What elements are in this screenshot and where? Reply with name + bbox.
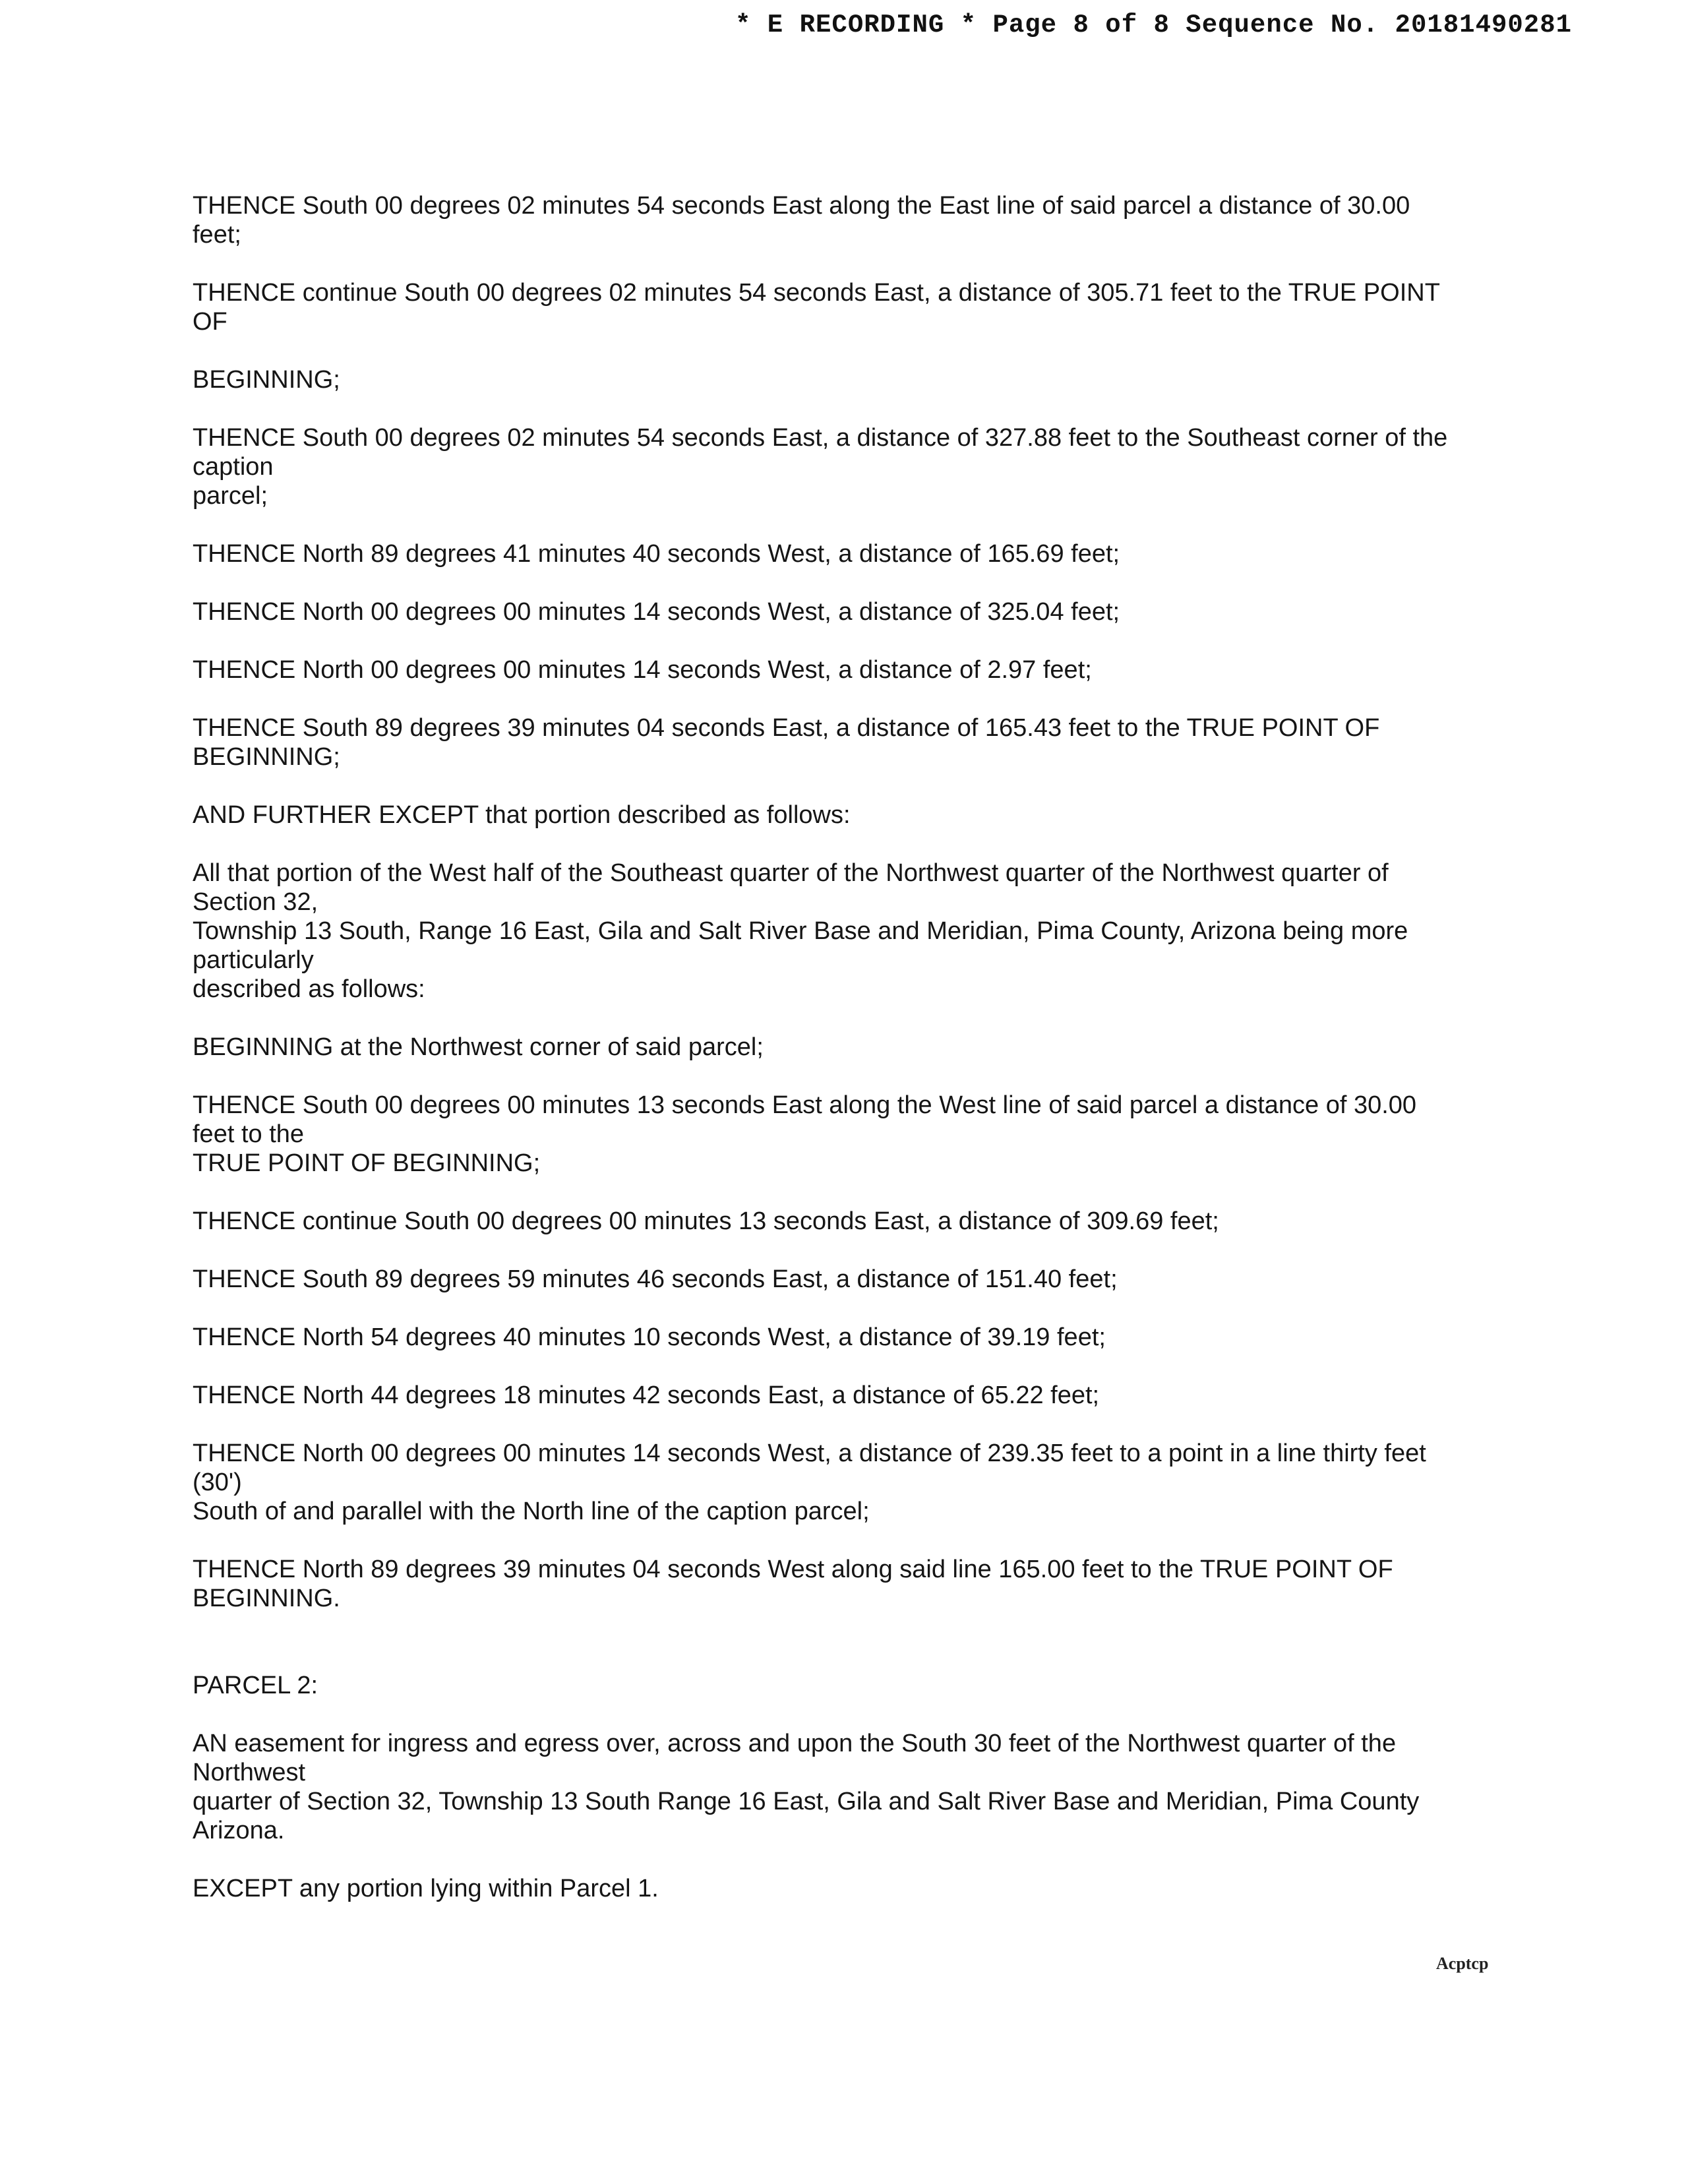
paragraph-line: quarter of Section 32, Township 13 South Range 16 East, Gila and Salt River Base and Meridian, Pima County xyxy=(193,1788,1420,1815)
paragraph-line: Northwest xyxy=(193,1759,306,1786)
paragraph-line: BEGINNING at the Northwest corner of said parcel; xyxy=(193,1033,764,1061)
paragraph xyxy=(193,655,1511,684)
paragraph xyxy=(193,1091,1511,1178)
parcel-1-description xyxy=(193,191,1511,1613)
paragraph xyxy=(193,1207,1511,1236)
paragraph-line: THENCE South 00 degrees 02 minutes 54 seconds East along the East line of said parcel a distance of 30.00 xyxy=(193,192,1410,220)
paragraph-line: EXCEPT any portion lying within Parcel 1. xyxy=(193,1875,659,1902)
paragraph-line: Township 13 South, Range 16 East, Gila and Salt River Base and Meridian, Pima County, Arizona being more xyxy=(193,917,1408,945)
recording-header: * E RECORDING * Page 8 of 8 Sequence No. 20181490281 xyxy=(735,11,1572,40)
paragraph-line: TRUE POINT OF BEGINNING; xyxy=(193,1149,541,1177)
paragraph xyxy=(193,1439,1511,1526)
paragraph xyxy=(193,713,1511,772)
paragraph-line: BEGINNING; xyxy=(193,366,340,394)
parcel-2-heading xyxy=(193,1671,1511,1700)
paragraph xyxy=(193,1323,1511,1352)
paragraph-line: BEGINNING. xyxy=(193,1585,340,1612)
paragraph-line: THENCE North 54 degrees 40 minutes 10 seconds West, a distance of 39.19 feet; xyxy=(193,1323,1106,1351)
parcel-2-description xyxy=(193,1729,1511,1903)
paragraph-line: THENCE North 44 degrees 18 minutes 42 seconds East, a distance of 65.22 feet; xyxy=(193,1381,1100,1409)
paragraph-line: feet to the xyxy=(193,1120,305,1148)
paragraph-line: THENCE continue South 00 degrees 02 minutes 54 seconds East, a distance of 305.71 feet to the TRUE POINT xyxy=(193,279,1440,307)
paragraph xyxy=(193,801,1511,830)
paragraph-line: (30') xyxy=(193,1469,242,1496)
paragraph-line: THENCE North 00 degrees 00 minutes 14 seconds West, a distance of 2.97 feet; xyxy=(193,656,1092,684)
paragraph-line: parcel; xyxy=(193,482,268,510)
paragraph-line: Arizona. xyxy=(193,1817,285,1844)
paragraph-line: THENCE South 89 degrees 39 minutes 04 seconds East, a distance of 165.43 feet to the TRUE POINT OF xyxy=(193,714,1380,742)
legal-description xyxy=(193,191,1511,1932)
paragraph xyxy=(193,597,1511,626)
paragraph xyxy=(193,1381,1511,1410)
paragraph xyxy=(193,365,1511,394)
paragraph-line: All that portion of the West half of the Southeast quarter of the Northwest quarter of the Northwest quarter of xyxy=(193,859,1389,887)
paragraph xyxy=(193,1874,1511,1903)
paragraph xyxy=(193,278,1511,336)
paragraph-line: caption xyxy=(193,453,274,481)
paragraph xyxy=(193,1265,1511,1294)
paragraph xyxy=(193,191,1511,249)
paragraph xyxy=(193,1729,1511,1845)
parcel-2-heading-text: PARCEL 2: xyxy=(193,1672,318,1699)
paragraph-line: THENCE North 89 degrees 39 minutes 04 seconds West along said line 165.00 feet to the TRUE POINT OF xyxy=(193,1556,1393,1583)
paragraph-line: BEGINNING; xyxy=(193,743,340,771)
paragraph xyxy=(193,1033,1511,1062)
paragraph-line: South of and parallel with the North line of the caption parcel; xyxy=(193,1498,870,1525)
paragraph-line: THENCE South 00 degrees 02 minutes 54 seconds East, a distance of 327.88 feet to the Southeast corner of the xyxy=(193,424,1448,452)
paragraph-line: feet; xyxy=(193,221,241,249)
paragraph xyxy=(193,539,1511,568)
paragraph-line: THENCE North 89 degrees 41 minutes 40 seconds West, a distance of 165.69 feet; xyxy=(193,540,1120,568)
paragraph-line: THENCE continue South 00 degrees 00 minutes 13 seconds East, a distance of 309.69 feet; xyxy=(193,1207,1219,1235)
paragraph-line: Section 32, xyxy=(193,888,318,916)
paragraph-line: THENCE South 00 degrees 00 minutes 13 seconds East along the West line of said parcel a distance of 30.00 xyxy=(193,1091,1417,1119)
paragraph xyxy=(193,1555,1511,1613)
paragraph-line: AN easement for ingress and egress over, across and upon the South 30 feet of the Northwest quarter of the xyxy=(193,1730,1397,1757)
paragraph-line: AND FURTHER EXCEPT that portion described as follows: xyxy=(193,801,851,829)
paragraph-line: particularly xyxy=(193,946,314,974)
initials-stamp: Acptcp xyxy=(1436,1954,1489,1973)
paragraph xyxy=(193,423,1511,510)
paragraph xyxy=(193,859,1511,1004)
paragraph-line: THENCE North 00 degrees 00 minutes 14 seconds West, a distance of 325.04 feet; xyxy=(193,598,1120,626)
paragraph-line: THENCE North 00 degrees 00 minutes 14 seconds West, a distance of 239.35 feet to a point in a line thirty feet xyxy=(193,1440,1426,1467)
paragraph-line: OF xyxy=(193,308,227,336)
paragraph-line: THENCE South 89 degrees 59 minutes 46 seconds East, a distance of 151.40 feet; xyxy=(193,1265,1118,1293)
section-gap xyxy=(193,1642,1511,1671)
paragraph-line: described as follows: xyxy=(193,975,425,1003)
